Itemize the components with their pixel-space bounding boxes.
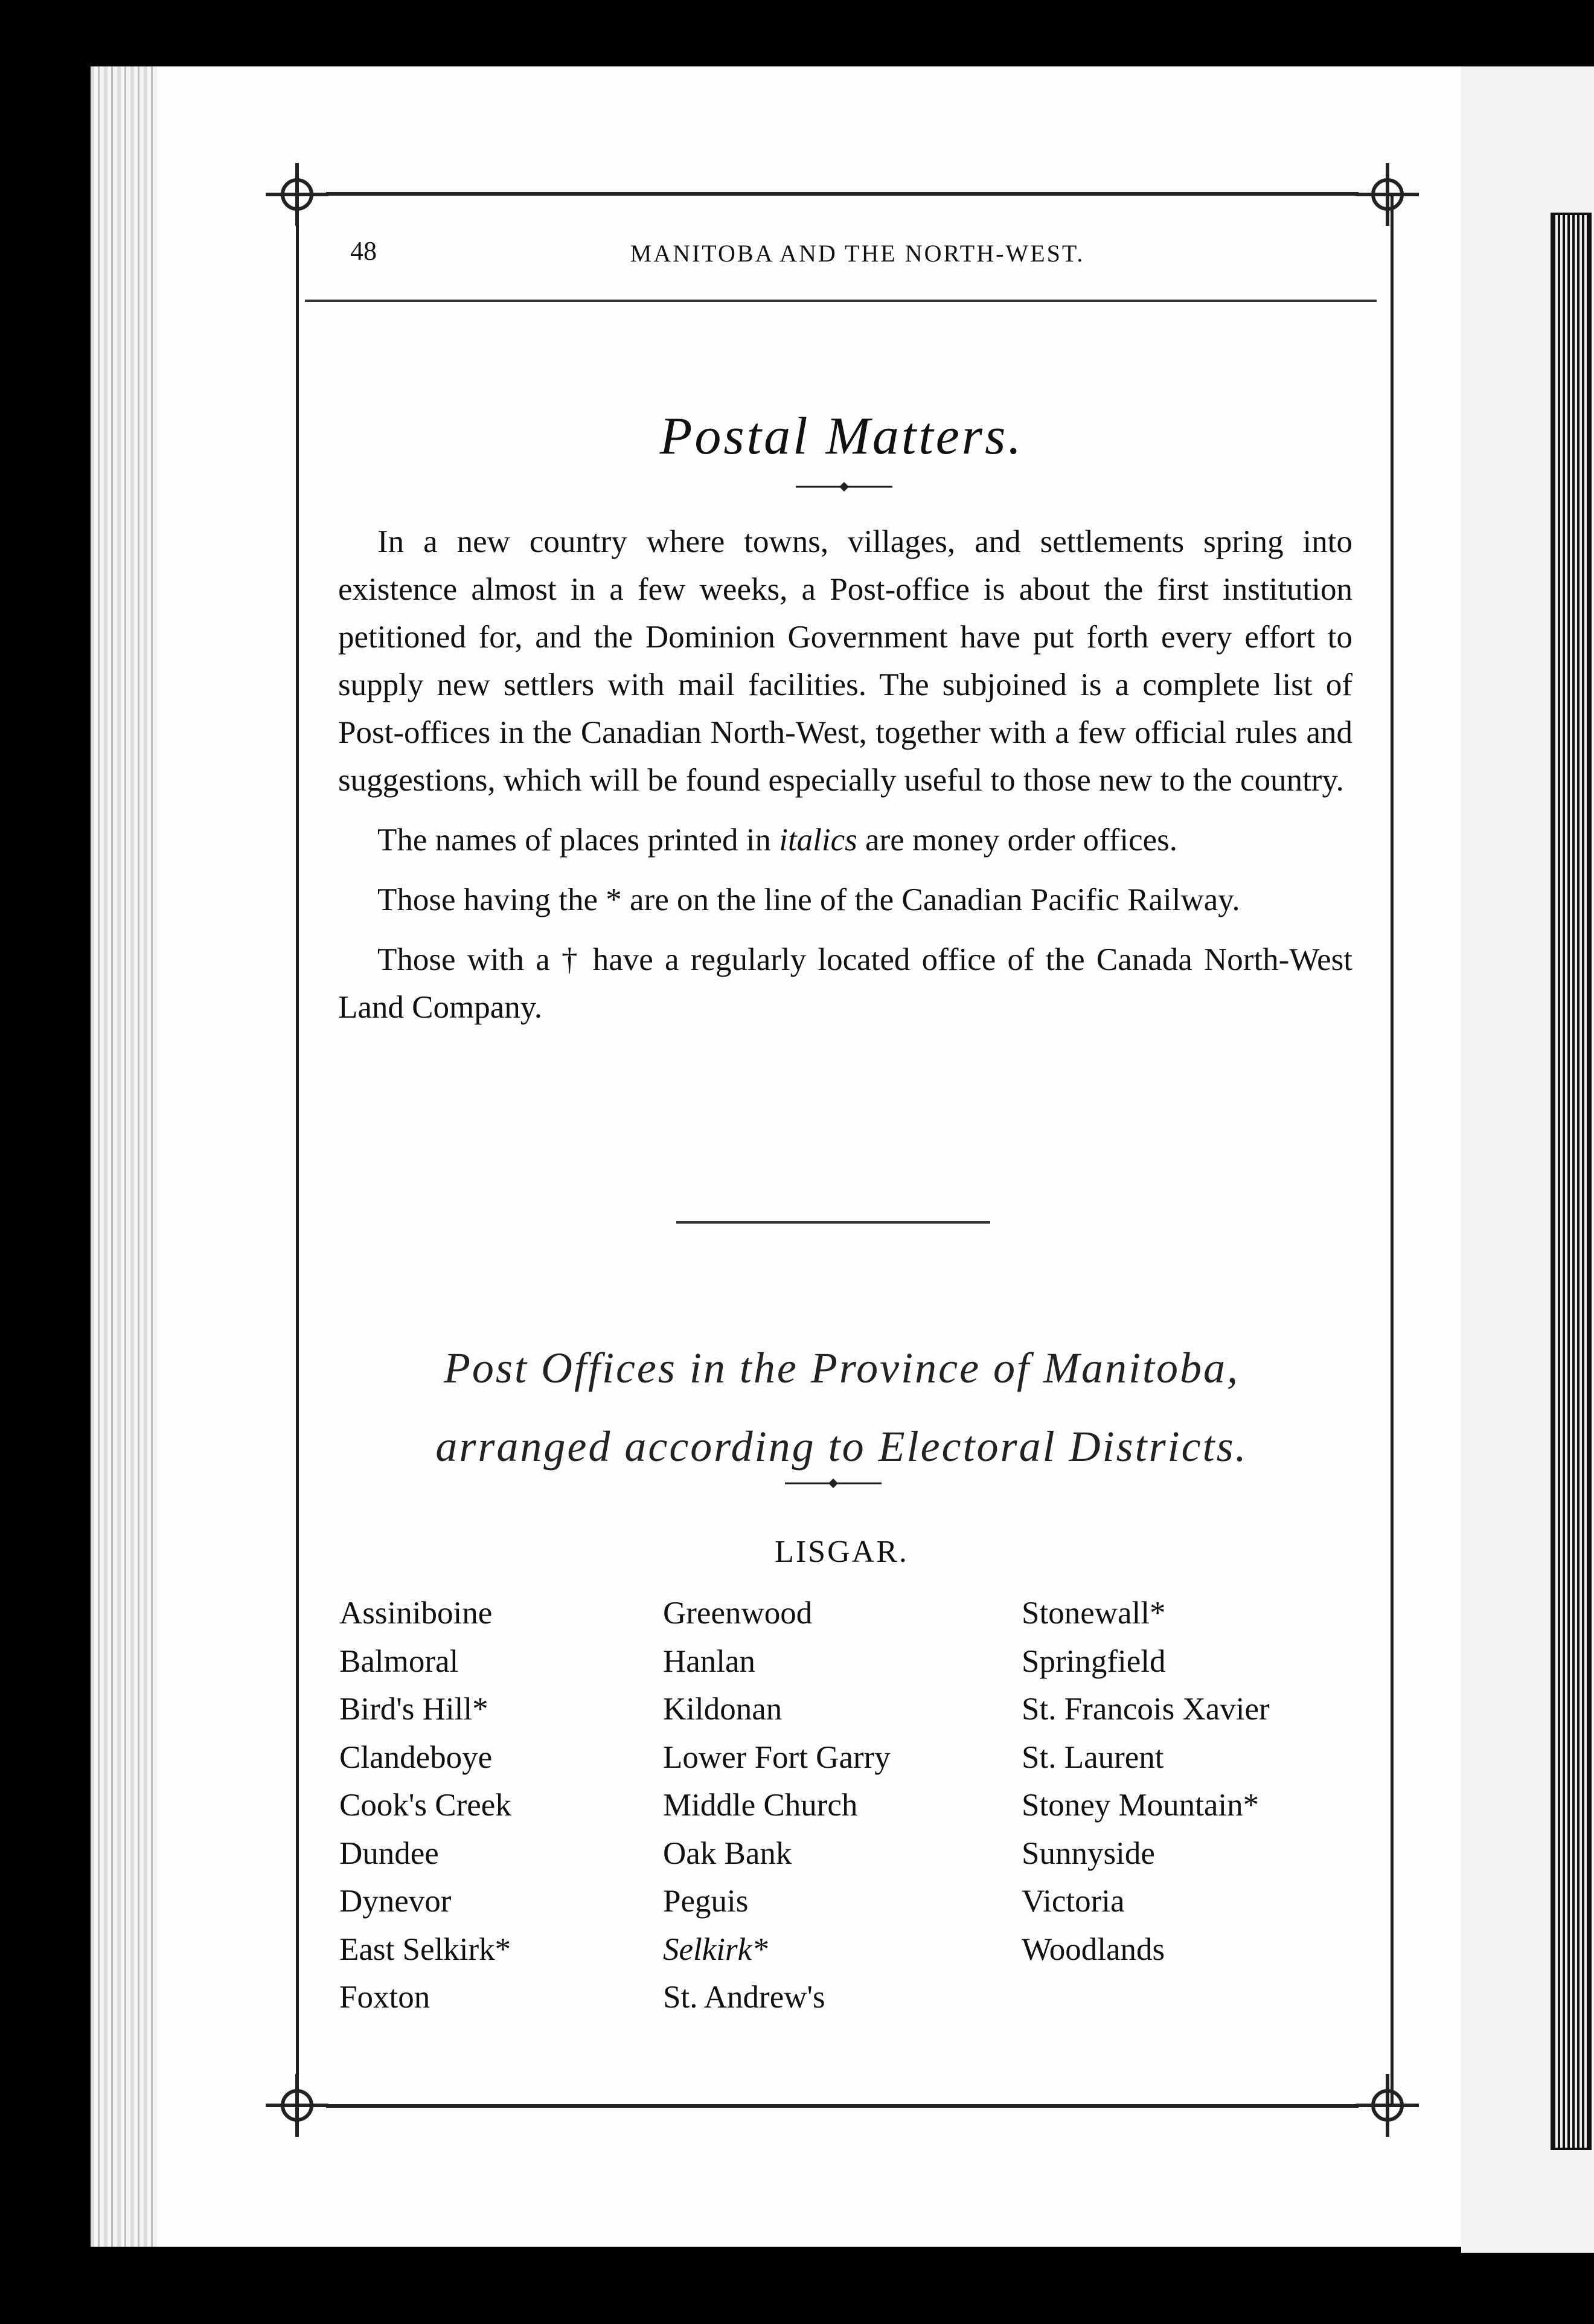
post-office-entry: Springfield: [1022, 1643, 1166, 1679]
intro-paragraph-4: Those with a † have a regularly located office of the Canada North-West Land Company.: [338, 942, 1352, 1025]
page-number: 48: [350, 236, 377, 266]
post-office-entry: Greenwood: [663, 1596, 813, 1631]
post-office-entry: Victoria: [1022, 1884, 1125, 1919]
corner-ornament-top-right: [1351, 158, 1424, 231]
intro-paragraph-1: In a new country where towns, villages, and settlements spring into existence almost in a few weeks, a Post-office is about the first institution petitioned for, and the Dominion Government have put forth every effort to supply new settlers with mail facilities. The subjoined is a complete list of Post-offices in the Canadian North-West, together with a few official rules and suggestions, which will be found especially useful to those new to the country.: [338, 524, 1352, 798]
post-office-entry: Middle Church: [663, 1788, 858, 1823]
page-edge-stack: [91, 66, 157, 2247]
post-office-entry: Lower Fort Garry: [663, 1739, 891, 1775]
list-heading: [296, 1329, 1388, 1486]
corner-ornament-bottom-left: [261, 2069, 333, 2142]
list-heading-line-2: arranged according to Electoral Districts.: [435, 1422, 1248, 1471]
post-office-entry: Sunnyside: [1022, 1835, 1155, 1871]
title-ornament: [796, 481, 892, 493]
post-office-entry: Foxton: [339, 1980, 431, 2015]
district-name: LISGAR.: [775, 1535, 909, 1569]
post-office-column-1: [339, 1590, 511, 2022]
post-office-entry: Stoney Mountain*: [1022, 1788, 1260, 1823]
intro-paragraph-2: The names of places printed in italics are money order offices.: [377, 823, 1178, 858]
post-office-entry: Woodlands: [1022, 1931, 1165, 1967]
post-office-entry: Dynevor: [339, 1884, 452, 1919]
post-office-entry: St. Andrew's: [663, 1980, 825, 2015]
post-office-entry: Peguis: [663, 1884, 749, 1919]
facing-page-print: [1551, 213, 1592, 2150]
corner-ornament-top-left: [261, 158, 333, 231]
post-office-entry: St. Laurent: [1022, 1739, 1164, 1775]
post-office-column-2: [663, 1590, 891, 2022]
post-office-column-3: [1022, 1590, 1270, 1974]
top-border-rule: [326, 192, 1359, 196]
post-office-entry: Oak Bank: [663, 1835, 792, 1871]
post-office-entry: Assiniboine: [339, 1596, 493, 1631]
post-office-entry: St. Francois Xavier: [1022, 1692, 1270, 1727]
post-office-entry: East Selkirk*: [339, 1931, 511, 1967]
post-office-entry: Clandeboye: [339, 1739, 493, 1775]
italics-word: italics: [779, 823, 857, 858]
post-office-entry: Kildonan: [663, 1692, 783, 1727]
list-heading-line-1: Post Offices in the Province of Manitoba,: [443, 1344, 1240, 1392]
intro-paragraph-3: Those having the * are on the line of the Canadian Pacific Railway.: [377, 882, 1240, 917]
running-head: [326, 236, 1389, 278]
corner-ornament-bottom-right: [1351, 2069, 1424, 2142]
post-office-entry: Cook's Creek: [339, 1788, 511, 1823]
post-office-entry: Hanlan: [663, 1643, 756, 1679]
bottom-border-rule: [326, 2104, 1359, 2108]
header-rule: [305, 300, 1377, 302]
post-office-entry: Balmoral: [339, 1643, 459, 1679]
post-office-entry: Bird's Hill*: [339, 1692, 488, 1727]
list-heading-ornament: [785, 1477, 882, 1489]
post-office-entry: Stonewall*: [1022, 1596, 1166, 1631]
section-divider: [676, 1221, 990, 1224]
post-office-entry: Selkirk*: [663, 1931, 768, 1967]
running-title: MANITOBA AND THE NORTH-WEST.: [630, 240, 1085, 267]
intro-text: [338, 518, 1352, 1044]
post-office-entry: Dundee: [339, 1835, 439, 1871]
section-title: Postal Matters.: [659, 407, 1024, 466]
